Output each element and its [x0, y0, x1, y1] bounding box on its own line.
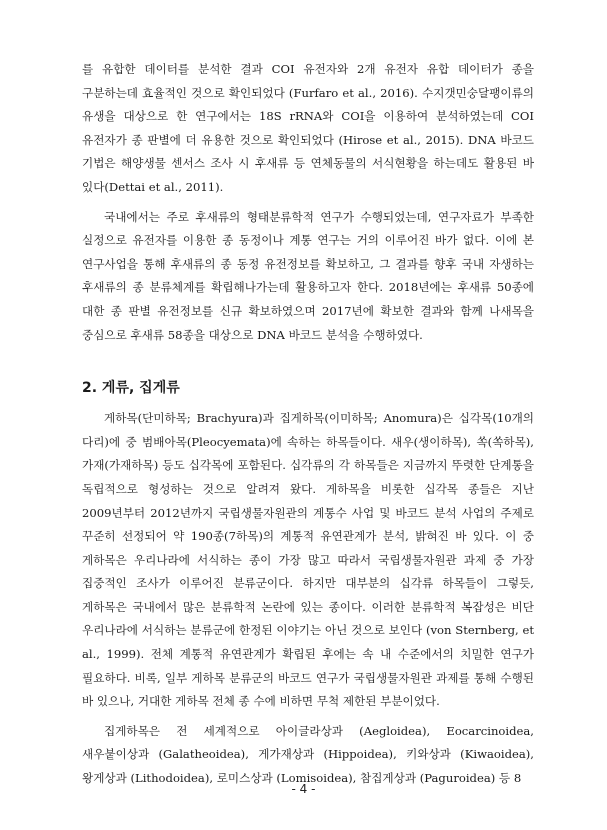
page-number: - 4 - [291, 782, 316, 796]
paragraph-2: 국내에서는 주로 후새류의 형태분류학적 연구가 수행되었는데, 연구자료가 부족한 실정으로 유전자를 이용한 종 동정이나 계통 연구는 거의 이루어진 바가 없다. 이에 본 연구사업을 통해 후새류의 종 동정 유전정보를 확보하고, 그 결과를 향후 국내 자생하는 후새류의 종 분류체계를 확립해나가는데 활용하고자 한다. 2018년에는 후새류 50종에 대한 종 판별 유전정보를 신규 확보하였으며 2017년에 확보한 결과와 함께 나새목을 중심으로 후새류 58종을 대상으로 DNA 바코드 분석을 수행하였다. [82, 209, 534, 342]
paragraph-4: 집게하목은 전 세계적으로 아이글라상과 (Aegloidea), Eocarcinoidea, 새우붙이상과 (Galatheoidea), 게가재상과 (Hippoidea), 키와상과 (Kiwaoidea), 왕게상과 (Lithodoidea), 로미스상과 (Lomisoidea), 참집게상과 (Paguroidea) 등 8 [82, 723, 534, 786]
section-heading: 2. 게류, 집게류 [82, 380, 180, 397]
paragraph-1: 를 유합한 데이터를 분석한 결과 COI 유전자와 2개 유전자 유합 데이터가 종을 구분하는데 효율적인 것으로 확인되었다 (Furfaro et al., 2016). 수지갯민숭달팽이류의 유생을 대상으로 한 연구에서는 18S rRNA와 COI을 이용하여 분석하였는데 COI 유전자가 종 판별에 더 유용한 것으로 확인되었다 (Hirose et al., 2015). DNA 바코드 기법은 해양생물 센서스 조사 시 후새류 등 연체동물의 서식현황을 하는데도 활용된 바 있다(Dettai et al., 2011). [82, 62, 534, 194]
paragraph-3: 게하목(단미하목; Brachyura)과 집게하목(이미하목; Anomura)은 십각목(10개의 다리)에 중 범배아목(Pleocyemata)에 속하는 하목들이다. 새우(생이하목), 쏙(쏙하목), 가재(가재하목) 등도 십각목에 포함된다. 십각류의 각 하목들은 지금까지 뚜렷한 단계통을 독립적으로 형성하는 것으로 알려져 왔다. 게하목을 비롯한 십각목 종들은 지난 2009년부터 2012년까지 국립생물자원관의 계통수 사업 및 바코드 분석 사업의 주제로 꾸준히 선정되어 약 190종(7하목)의 계통적 유연관계가 분석, 밝혀진 바 있다. 이 중 게하목은 우리나라에 서식하는 종이 가장 많고 따라서 국립생물자원관 과제 중 가장 집중적인 조사가 이루어진 분류군이다. 하지만 대부분의 십각류 하목들이 그렇듯, 게하목은 국내에서 많은 분류학적 논란에 있는 종이다. 이러한 분류학적 복잡성은 비단 우리나라에 서식하는 분류군에 한정된 이야기는 아닌 것으로 보인다 (von Sternberg, et al., 1999). 전체 계통적 유연관계가 확립된 후에는 속 내 수준에서의 치밀한 연구가 필요하다. 비록, 일부 게하목 분류군의 바코드 연구가 국립생물자원관 과제를 통해 수행된 바 있으나, 거대한 게하목 전체 종 수에 비하면 무척 제한된 부분이었다. [82, 411, 534, 709]
document-body [82, 58, 534, 791]
